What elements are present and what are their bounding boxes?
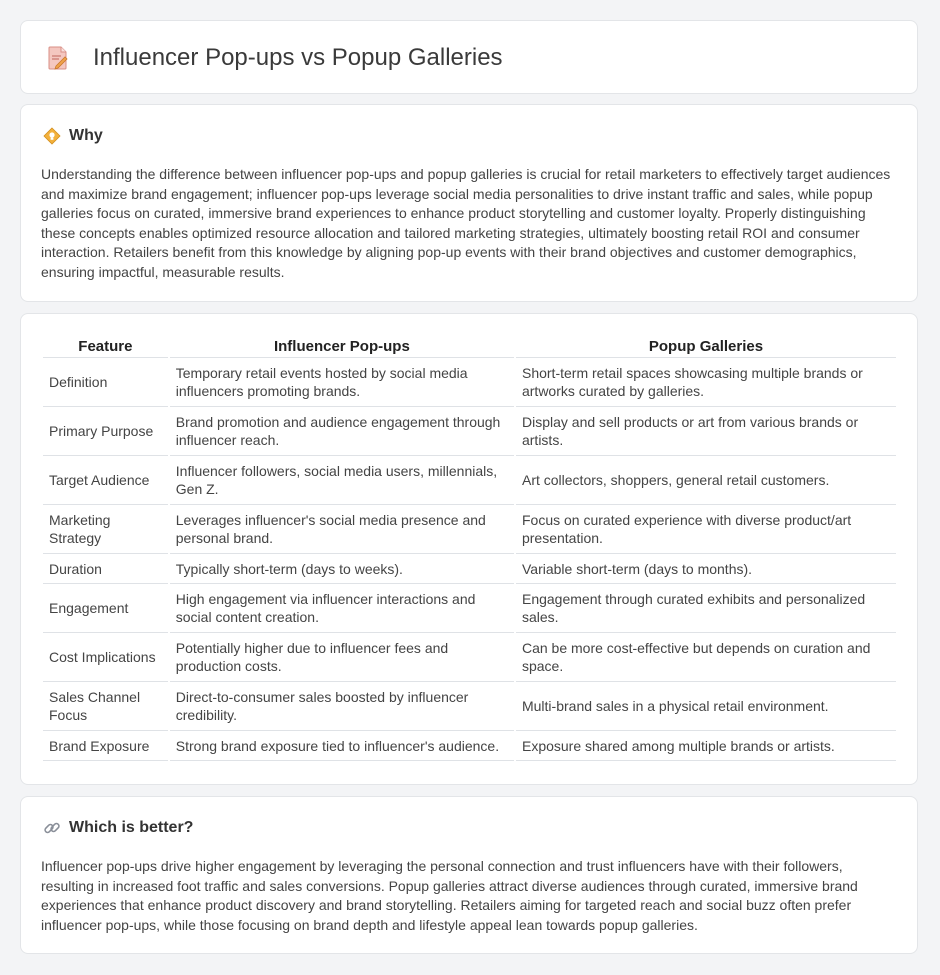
why-heading-row (43, 127, 103, 145)
page-title: Influencer Pop-ups vs Popup Galleries (93, 44, 503, 71)
influencer-popups-cell: Influencer followers, social media users, millennials, Gen Z. (170, 456, 514, 505)
table-row (43, 731, 896, 761)
popup-galleries-cell: Focus on curated experience with diverse product/art presentation. (516, 505, 896, 554)
popup-galleries-cell: Engagement through curated exhibits and personalized sales. (516, 584, 896, 633)
table-row (43, 682, 896, 731)
why-text: Understanding the difference between influencer pop-ups and popup galleries is crucial for retail marketers to effectively target audiences and maximize brand engagement; influencer pop-ups leverage social media personalities to drive instant traffic and sales, while popup galleries focus on curated, immersive brand experiences to enhance product storytelling and customer loyalty. Properly distinguishing these concepts enables optimized resource allocation and tailored marketing strategies, ultimately boosting retail ROI and consumer interaction. Retailers benefit from this knowledge by aligning pop-up events with their brand objectives and customer demographics, ensuring impactful, measurable results. (41, 166, 891, 280)
comparison-card (20, 313, 918, 785)
influencer-popups-cell: Temporary retail events hosted by social media influencers promoting brands. (170, 358, 514, 407)
popup-galleries-cell: Multi-brand sales in a physical retail environment. (516, 682, 896, 731)
better-heading: Which is better? (69, 819, 194, 836)
influencer-popups-cell: Leverages influencer's social media presence and personal brand. (170, 505, 514, 554)
comparison-table (41, 334, 898, 761)
feature-cell: Primary Purpose (43, 407, 168, 456)
popup-galleries-cell: Variable short-term (days to months). (516, 554, 896, 584)
feature-cell: Sales Channel Focus (43, 682, 168, 731)
feature-cell: Definition (43, 358, 168, 407)
table-row (43, 456, 896, 505)
table-row (43, 633, 896, 682)
feature-cell: Marketing Strategy (43, 505, 168, 554)
table-row (43, 554, 896, 584)
table-row (43, 407, 896, 456)
idea-icon (43, 127, 61, 145)
popup-galleries-cell: Short-term retail spaces showcasing multiple brands or artworks curated by galleries. (516, 358, 896, 407)
table-row (43, 584, 896, 633)
table-row (43, 505, 896, 554)
popup-galleries-cell: Exposure shared among multiple brands or artists. (516, 731, 896, 761)
link-icon (43, 819, 61, 837)
better-heading-row (43, 819, 193, 837)
influencer-popups-cell: Direct-to-consumer sales boosted by influencer credibility. (170, 682, 514, 731)
popup-galleries-cell: Display and sell products or art from various brands or artists. (516, 407, 896, 456)
table-header-row (43, 334, 896, 358)
feature-cell: Engagement (43, 584, 168, 633)
column-header-popup-galleries: Popup Galleries (516, 334, 896, 358)
header-card (20, 20, 918, 94)
table-row (43, 358, 896, 407)
column-header-feature: Feature (43, 334, 168, 358)
popup-galleries-cell: Can be more cost-effective but depends on curation and space. (516, 633, 896, 682)
better-text: Influencer pop-ups drive higher engagement by leveraging the personal connection and trust influencers have with their followers, resulting in increased foot traffic and sales conversions. Popup galleries attract diverse audiences through curated, immersive brand experiences that enhance product discovery and brand storytelling. Retailers aiming for targeted reach and social buzz often prefer influencer pop-ups, while those focusing on brand depth and lifestyle appeal lean towards popup galleries. (41, 858, 858, 933)
document-edit-icon (47, 46, 69, 70)
popup-galleries-cell: Art collectors, shoppers, general retail customers. (516, 456, 896, 505)
column-header-influencer-popups: Influencer Pop-ups (170, 334, 514, 358)
feature-cell: Target Audience (43, 456, 168, 505)
why-heading: Why (69, 127, 103, 144)
better-card (20, 796, 918, 954)
influencer-popups-cell: High engagement via influencer interactions and social content creation. (170, 584, 514, 633)
feature-cell: Brand Exposure (43, 731, 168, 761)
why-card (20, 104, 918, 302)
influencer-popups-cell: Typically short-term (days to weeks). (170, 554, 514, 584)
feature-cell: Duration (43, 554, 168, 584)
influencer-popups-cell: Strong brand exposure tied to influencer's audience. (170, 731, 514, 761)
feature-cell: Cost Implications (43, 633, 168, 682)
influencer-popups-cell: Potentially higher due to influencer fees and production costs. (170, 633, 514, 682)
title-row (47, 43, 503, 73)
influencer-popups-cell: Brand promotion and audience engagement through influencer reach. (170, 407, 514, 456)
